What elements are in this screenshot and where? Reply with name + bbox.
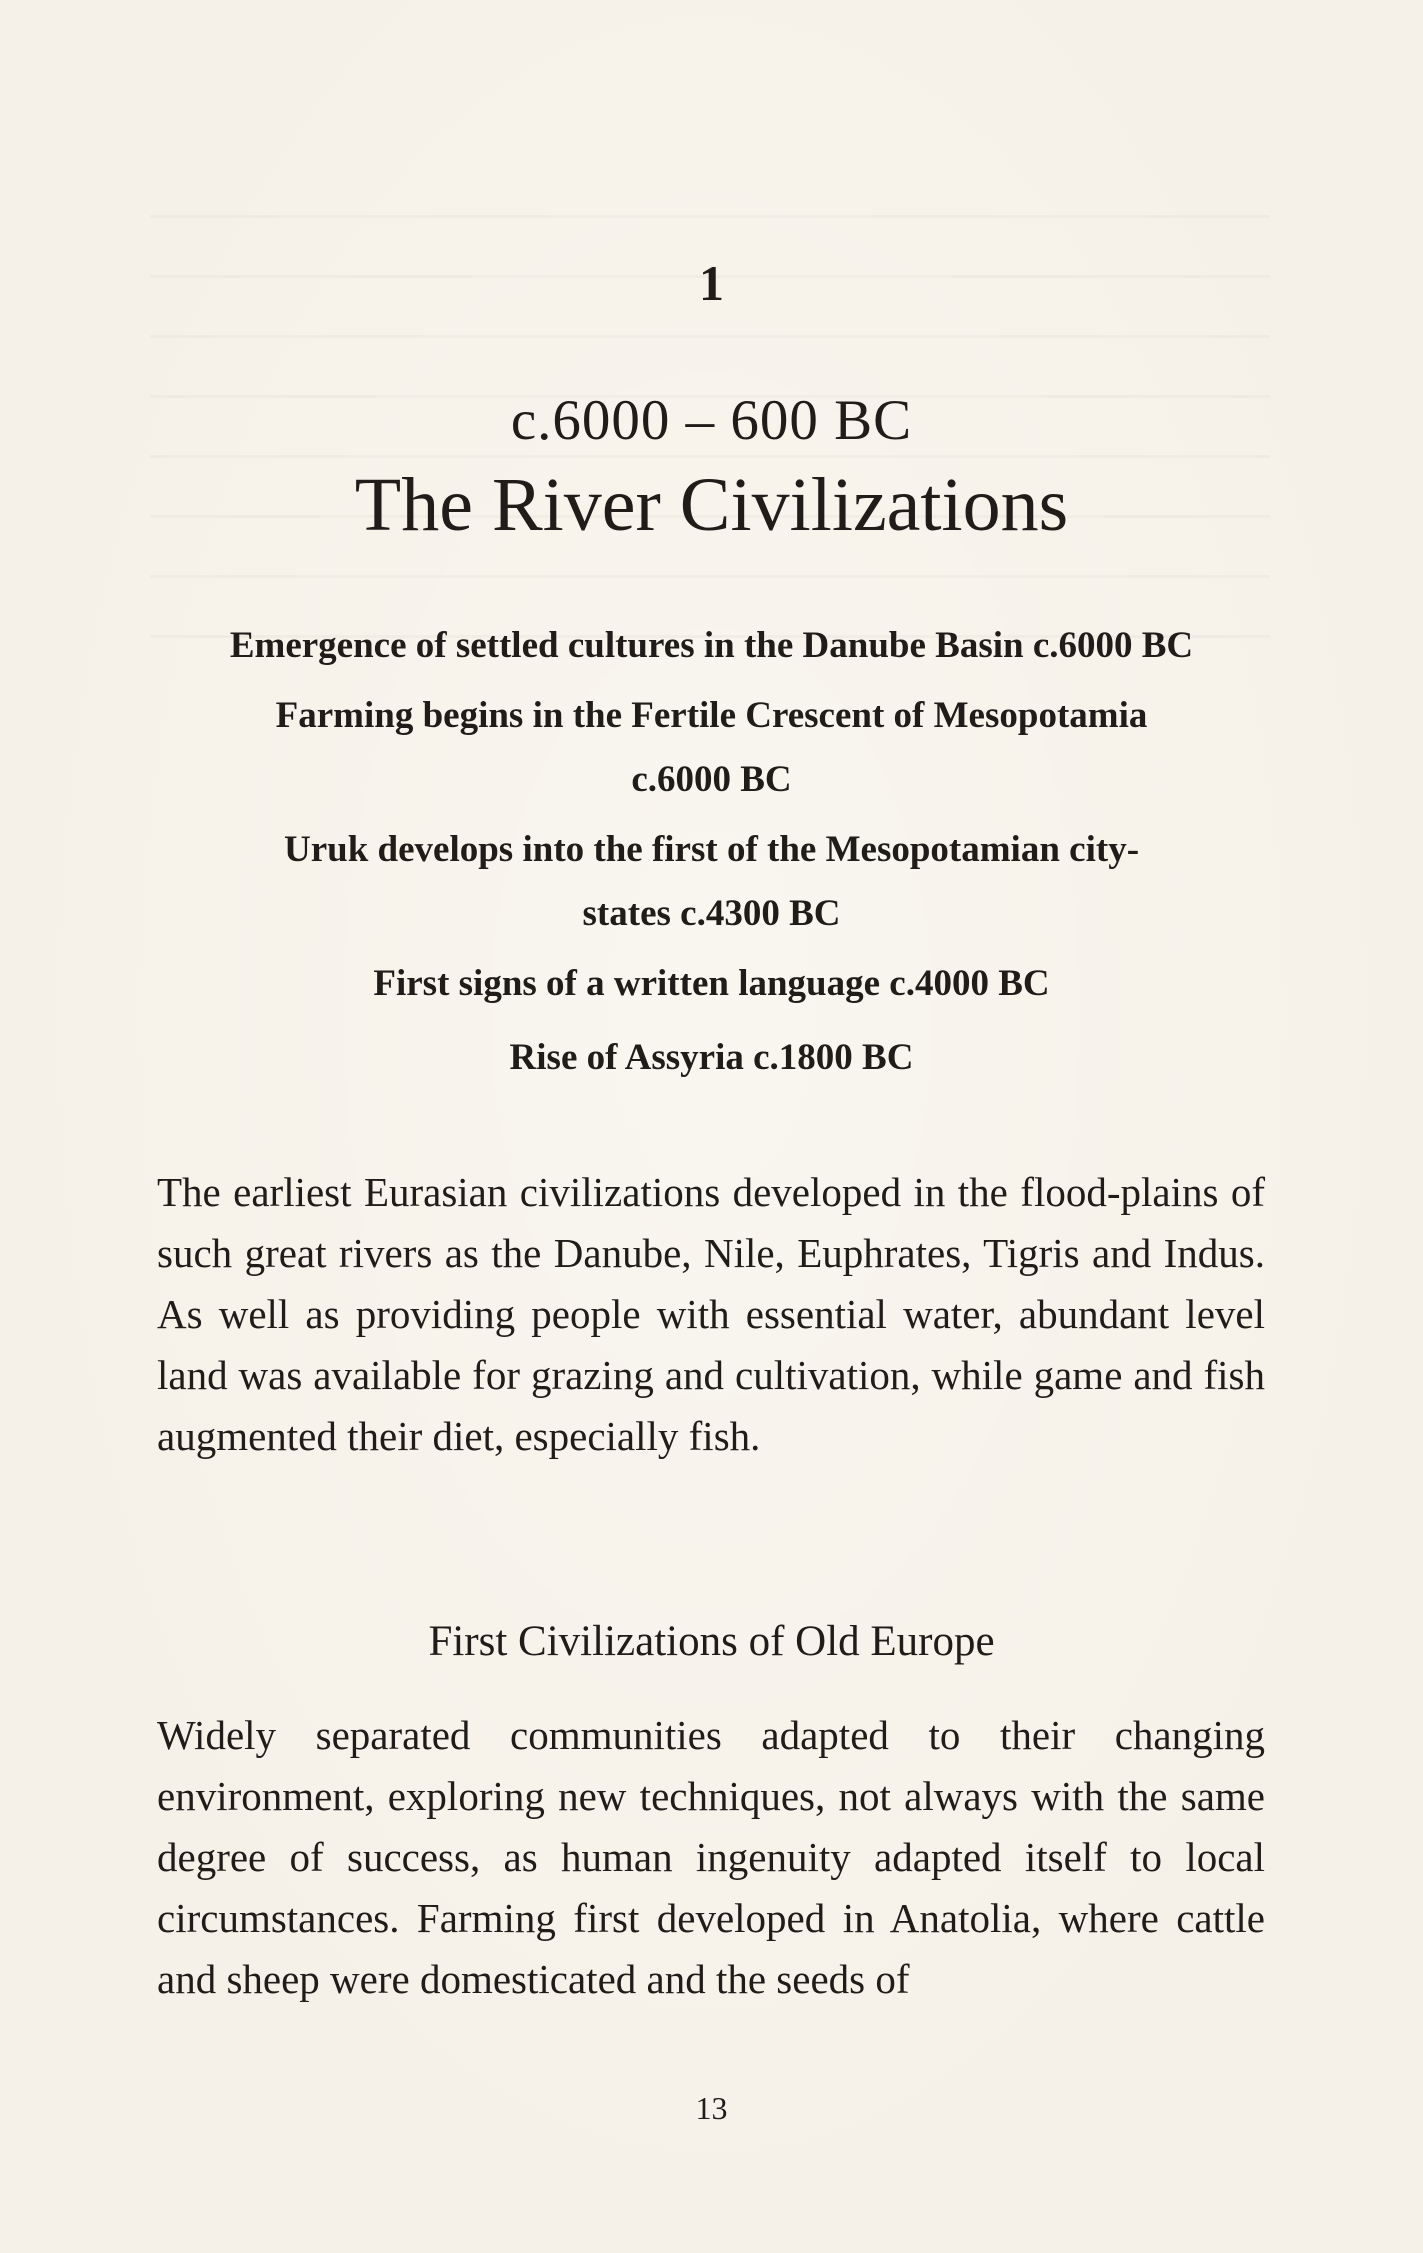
timeline-item: Uruk develops into the first of the Mesopotamian city-states c.4300 BC xyxy=(283,829,1140,934)
show-through-line xyxy=(150,215,1270,218)
timeline-item: First signs of a written language c.4000 BC xyxy=(373,963,1050,1004)
chapter-timeline xyxy=(140,614,1283,1096)
section-paragraph: Widely separated communities adapted to their changing environment, exploring new techniques, not always with the same degree of success, as human ingenuity adapted itself to local circumstances. Farming first developed in Anatolia, where cattle and sheep were domesticated and the seeds of xyxy=(157,1712,1265,2002)
show-through-line xyxy=(150,575,1270,578)
timeline-item: Farming begins in the Fertile Crescent of Mesopotamia c.6000 BC xyxy=(275,695,1148,800)
chapter-title: The River Civilizations xyxy=(354,463,1069,547)
chapter-date-range: c.6000 – 600 BC xyxy=(510,389,913,452)
chapter-number: 1 xyxy=(699,255,724,311)
page-number: 13 xyxy=(695,2090,728,2126)
timeline-item: Emergence of settled cultures in the Danube Basin c.6000 BC xyxy=(229,625,1194,666)
intro-paragraph: The earliest Eurasian civilizations developed in the flood-plains of such great rivers as the Danube, Nile, Euphrates, Tigris and Indus. As well as providing people with essential water, abundant level land was available for grazing and cultivation, while game and fish augmented their diet, especially fish. xyxy=(157,1169,1265,1459)
timeline-item: Rise of Assyria c.1800 BC xyxy=(509,1037,914,1078)
section-heading: First Civilizations of Old Europe xyxy=(428,1618,995,1665)
show-through-line xyxy=(150,335,1270,338)
